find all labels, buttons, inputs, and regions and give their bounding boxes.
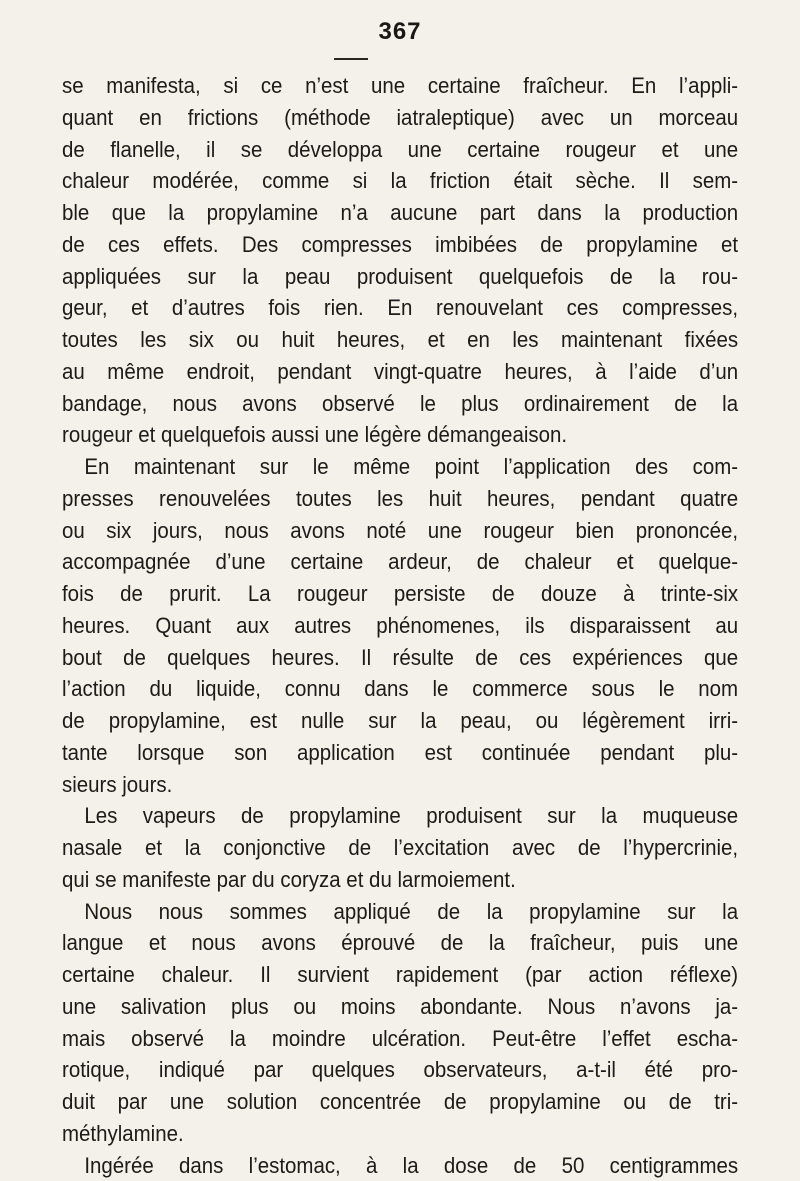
text-line: mais observé la moindre ulcération. Peut-être l’effet escha- [62,1023,738,1055]
text-line: certaine chaleur. Il survient rapidement (par action réflexe) [62,959,738,991]
text-line: rotique, indiqué par quelques observateurs, a-t-il été pro- [62,1054,738,1086]
text-line: de propylamine, est nulle sur la peau, ou légèrement irri- [62,705,738,737]
text-line: toutes les six ou huit heures, et en les maintenant fixées [62,324,738,356]
text-line: sieurs jours. [62,769,738,801]
page-number: 367 [0,18,800,46]
text-line: ble que la propylamine n’a aucune part dans la production [62,197,738,229]
text-line: au même endroit, pendant vingt-quatre heures, à l’aide d’un [62,356,738,388]
text-line: Nous nous sommes appliqué de la propylamine sur la [62,896,738,928]
text-line: méthylamine. [62,1118,738,1150]
body-text [62,70,738,1181]
text-line: duit par une solution concentrée de propylamine ou de tri- [62,1086,738,1118]
text-line: appliquées sur la peau produisent quelquefois de la rou- [62,261,738,293]
text-line: quant en frictions (méthode iatraleptique) avec un morceau [62,102,738,134]
text-line: de flanelle, il se développa une certaine rougeur et une [62,134,738,166]
text-line: qui se manifeste par du coryza et du larmoiement. [62,864,738,896]
text-line: En maintenant sur le même point l’application des com- [62,451,738,483]
text-line: tante lorsque son application est continuée pendant plu- [62,737,738,769]
text-line: Les vapeurs de propylamine produisent sur la muqueuse [62,800,738,832]
text-line: langue et nous avons éprouvé de la fraîcheur, puis une [62,927,738,959]
text-line: geur, et d’autres fois rien. En renouvelant ces compresses, [62,292,738,324]
page-number-rule [334,58,368,60]
text-line: presses renouvelées toutes les huit heures, pendant quatre [62,483,738,515]
text-line: Ingérée dans l’estomac, à la dose de 50 centigrammes [62,1150,738,1181]
text-line: se manifesta, si ce n’est une certaine fraîcheur. En l’appli- [62,70,738,102]
text-line: bandage, nous avons observé le plus ordinairement de la [62,388,738,420]
text-line: fois de prurit. La rougeur persiste de douze à trinte-six [62,578,738,610]
text-line: heures. Quant aux autres phénomenes, ils disparaissent au [62,610,738,642]
text-line: nasale et la conjonctive de l’excitation avec de l’hypercrinie, [62,832,738,864]
text-line: bout de quelques heures. Il résulte de ces expériences que [62,642,738,674]
text-line: une salivation plus ou moins abondante. Nous n’avons ja- [62,991,738,1023]
text-line: de ces effets. Des compresses imbibées de propylamine et [62,229,738,261]
text-line: chaleur modérée, comme si la friction était sèche. Il sem- [62,165,738,197]
text-line: rougeur et quelquefois aussi une légère démangeaison. [62,419,738,451]
text-line: ou six jours, nous avons noté une rougeur bien prononcée, [62,515,738,547]
text-line: accompagnée d’une certaine ardeur, de chaleur et quelque- [62,546,738,578]
text-line: l’action du liquide, connu dans le commerce sous le nom [62,673,738,705]
